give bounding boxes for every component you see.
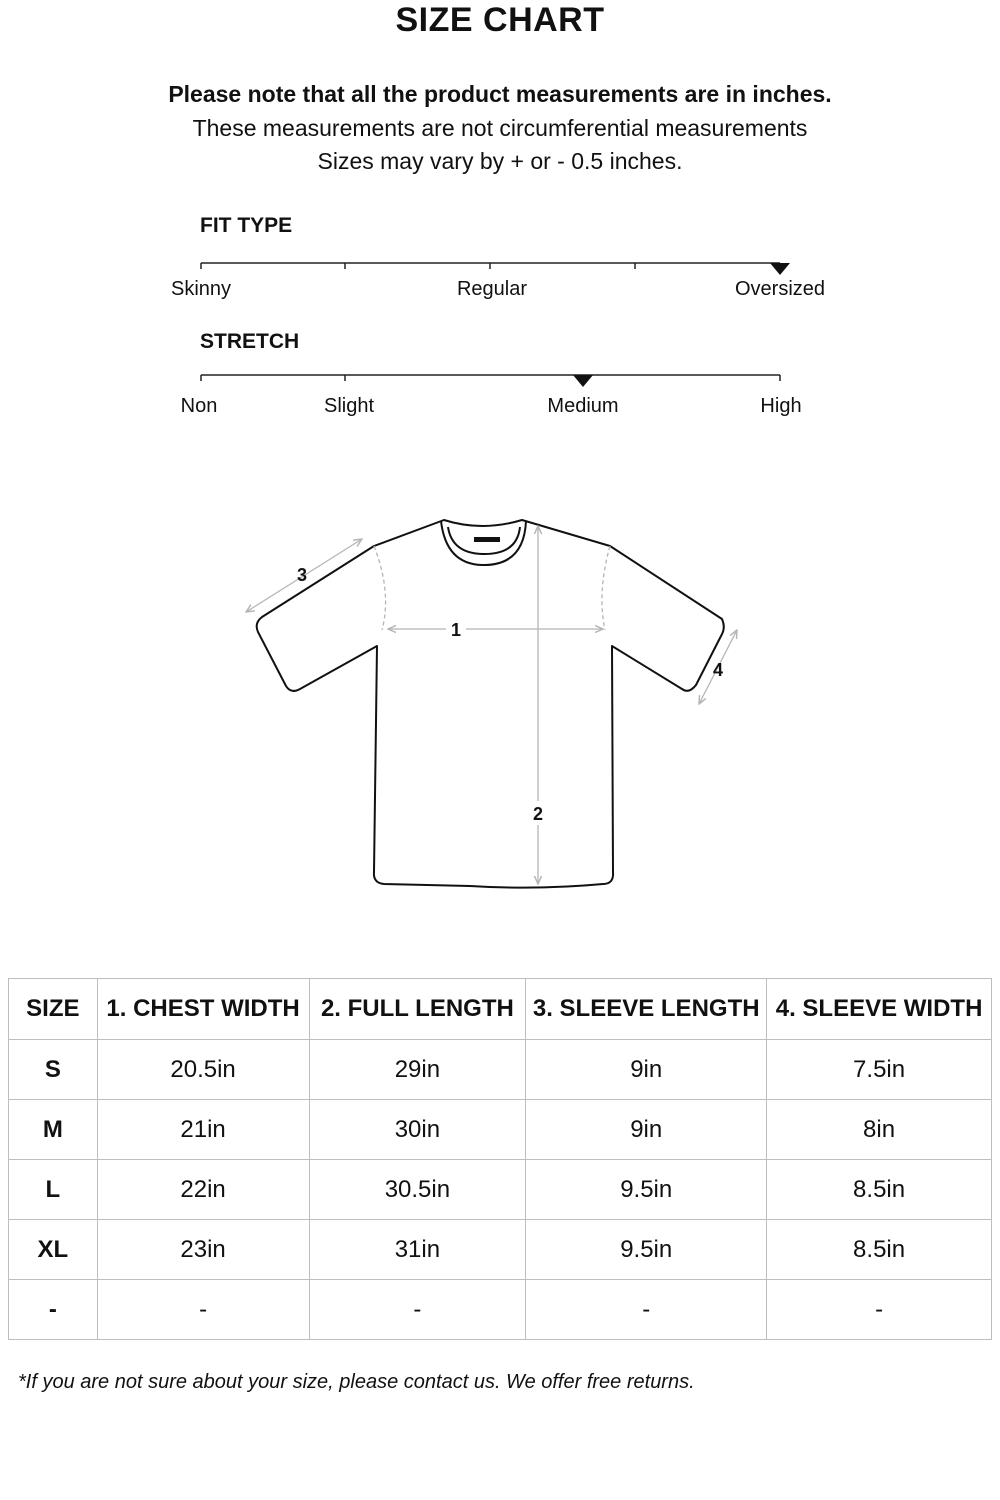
footnote: *If you are not sure about your size, please contact us. We offer free returns.: [18, 1371, 695, 1393]
cell-size: M: [9, 1100, 98, 1160]
cell-chest-width: 22in: [97, 1160, 309, 1220]
table-row: [9, 1160, 992, 1220]
stretch-label: STRETCH: [200, 330, 300, 353]
cell-size: XL: [9, 1220, 98, 1280]
table-row: [9, 1040, 992, 1100]
diagram-label-2: 2: [532, 804, 544, 824]
tshirt-diagram: [0, 500, 1000, 900]
table-row: [9, 1220, 992, 1280]
cell-sleeve-length: 9.5in: [526, 1160, 767, 1220]
table-row: [9, 1100, 992, 1160]
header-chest-width: 1. CHEST WIDTH: [97, 979, 309, 1040]
cell-full-length: 29in: [309, 1040, 526, 1100]
fit-tick-regular: Regular: [456, 278, 528, 300]
table-header-row: [9, 979, 992, 1040]
cell-full-length: -: [309, 1280, 526, 1340]
fit-tick-oversized: Oversized: [734, 278, 826, 300]
cell-sleeve-length: -: [526, 1280, 767, 1340]
stretch-scale: [0, 367, 1000, 387]
size-table: [8, 978, 992, 1340]
tshirt-outline: [257, 520, 724, 888]
cell-chest-width: 20.5in: [97, 1040, 309, 1100]
header-sleeve-width: 4. SLEEVE WIDTH: [767, 979, 992, 1040]
cell-chest-width: 23in: [97, 1220, 309, 1280]
stretch-tick-high: High: [760, 395, 802, 417]
cell-sleeve-width: 8.5in: [767, 1160, 992, 1220]
cell-sleeve-length: 9.5in: [526, 1220, 767, 1280]
stretch-tick-medium: Medium: [547, 395, 619, 417]
fit-type-marker-icon: [770, 263, 790, 275]
cell-sleeve-length: 9in: [526, 1100, 767, 1160]
stretch-tick-slight: Slight: [323, 395, 375, 417]
cell-sleeve-width: -: [767, 1280, 992, 1340]
cell-sleeve-length: 9in: [526, 1040, 767, 1100]
diagram-label-4: 4: [712, 660, 724, 680]
cell-sleeve-width: 7.5in: [767, 1040, 992, 1100]
diagram-label-1: 1: [450, 620, 462, 640]
fit-type-scale: [0, 255, 1000, 275]
tshirt-label-tag: [474, 537, 500, 542]
header-size: SIZE: [9, 979, 98, 1040]
cell-sleeve-width: 8.5in: [767, 1220, 992, 1280]
cell-size: S: [9, 1040, 98, 1100]
note-variance: Sizes may vary by + or - 0.5 inches.: [317, 148, 683, 174]
cell-chest-width: 21in: [97, 1100, 309, 1160]
stretch-marker-icon: [573, 375, 593, 387]
fit-type-label: FIT TYPE: [200, 214, 293, 237]
note-circumferential: These measurements are not circumferential measurements: [192, 115, 808, 141]
header-full-length: 2. FULL LENGTH: [309, 979, 526, 1040]
cell-full-length: 30in: [309, 1100, 526, 1160]
cell-full-length: 31in: [309, 1220, 526, 1280]
table-row: [9, 1280, 992, 1340]
cell-size: L: [9, 1160, 98, 1220]
cell-full-length: 30.5in: [309, 1160, 526, 1220]
cell-chest-width: -: [97, 1280, 309, 1340]
diagram-label-3: 3: [296, 565, 308, 585]
page-title: SIZE CHART: [395, 1, 605, 39]
header-sleeve-length: 3. SLEEVE LENGTH: [526, 979, 767, 1040]
cell-sleeve-width: 8in: [767, 1100, 992, 1160]
fit-tick-skinny: Skinny: [170, 278, 232, 300]
note-inches: Please note that all the product measurements are in inches.: [168, 81, 832, 107]
cell-size: -: [9, 1280, 98, 1340]
stretch-tick-non: Non: [180, 395, 218, 417]
